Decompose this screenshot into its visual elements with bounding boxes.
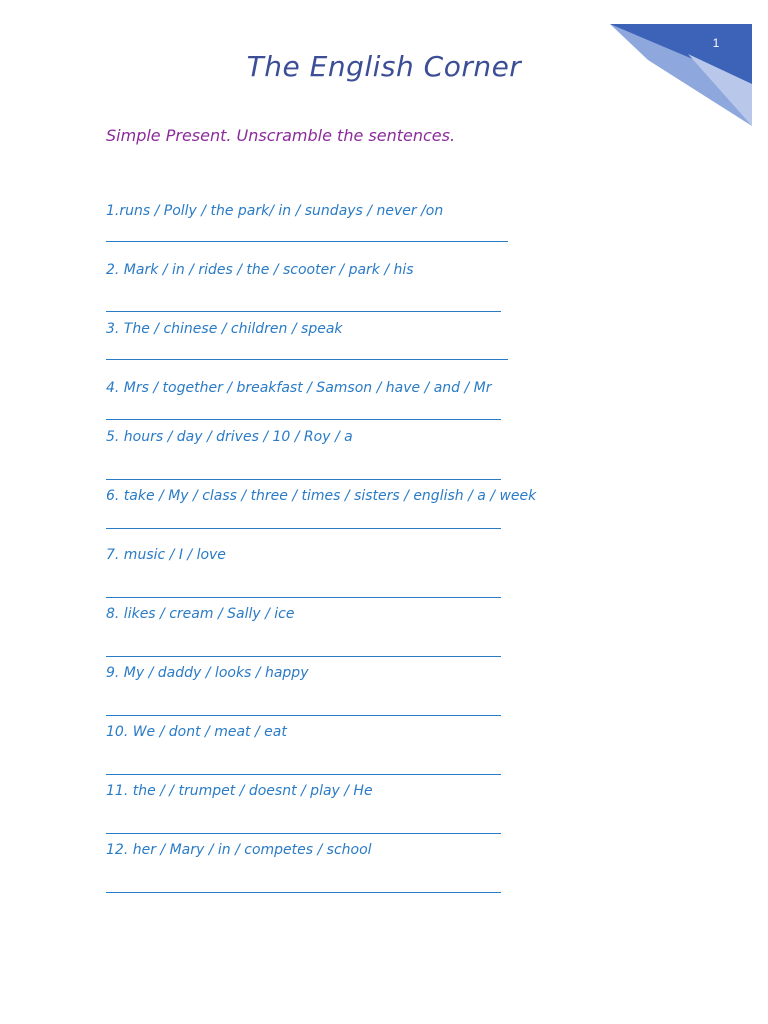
sentence-10: 10. We / dont / meat / eat bbox=[106, 724, 287, 740]
instructions: Simple Present. Unscramble the sentences. bbox=[106, 126, 456, 145]
sentence-9: 9. My / daddy / looks / happy bbox=[106, 665, 309, 681]
sentence-7: 7. music / I / love bbox=[106, 547, 226, 563]
answer-line-7[interactable] bbox=[106, 597, 501, 598]
sentence-11: 11. the / / trumpet / doesnt / play / He bbox=[106, 783, 373, 799]
answer-line-12[interactable] bbox=[106, 892, 501, 893]
answer-line-3[interactable] bbox=[106, 359, 508, 360]
sentence-2: 2. Mark / in / rides / the / scooter / park / his bbox=[106, 262, 414, 278]
page-title: The English Corner bbox=[246, 50, 522, 83]
sentence-3: 3. The / chinese / children / speak bbox=[106, 321, 343, 337]
answer-line-2[interactable] bbox=[106, 311, 501, 312]
sentence-8: 8. likes / cream / Sally / ice bbox=[106, 606, 295, 622]
answer-line-11[interactable] bbox=[106, 833, 501, 834]
answer-line-6[interactable] bbox=[106, 528, 501, 529]
sentence-12: 12. her / Mary / in / competes / school bbox=[106, 842, 372, 858]
answer-line-10[interactable] bbox=[106, 774, 501, 775]
answer-line-1[interactable] bbox=[106, 241, 508, 242]
answer-line-5[interactable] bbox=[106, 479, 501, 480]
sentence-6: 6. take / My / class / three / times / sisters / english / a / week bbox=[106, 488, 537, 504]
answer-line-8[interactable] bbox=[106, 656, 501, 657]
answer-line-4[interactable] bbox=[106, 419, 501, 420]
sentence-5: 5. hours / day / drives / 10 / Roy / a bbox=[106, 429, 353, 445]
answer-line-9[interactable] bbox=[106, 715, 501, 716]
sentence-1: 1.runs / Polly / the park/ in / sundays / never /on bbox=[106, 203, 444, 219]
page-number: 1 bbox=[712, 36, 720, 50]
sentence-4: 4. Mrs / together / breakfast / Samson / have / and / Mr bbox=[106, 380, 492, 396]
